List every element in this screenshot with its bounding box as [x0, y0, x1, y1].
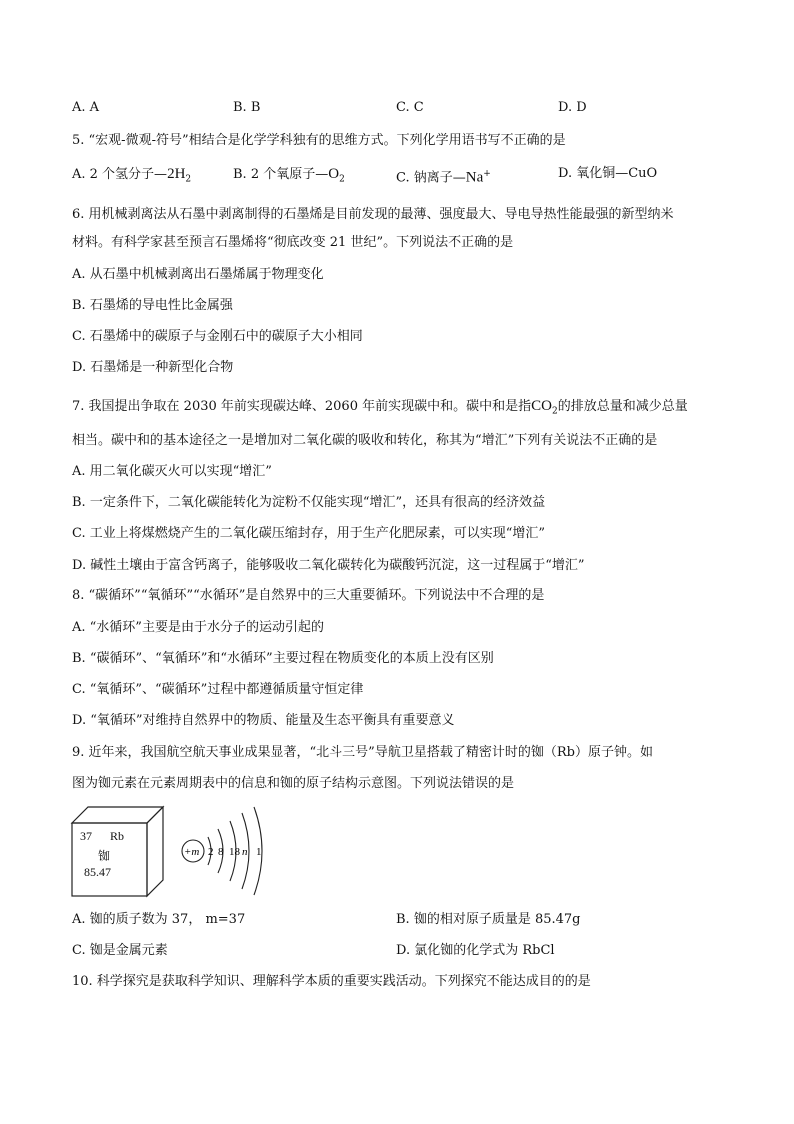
atom-shell-5: 1: [256, 846, 262, 858]
element-cell-rubidium: [70, 805, 165, 900]
atom-shells-drawing: [178, 805, 278, 900]
atom-shell-4: n: [242, 846, 248, 858]
q8-option-b: B. “碳循环”、“氧循环”和“水循环”主要过程在物质变化的本质上没有区别: [72, 651, 494, 666]
q7-stem-line-1: 7. 我国提出争取在 2030 年前实现碳达峰、2060 年前实现碳中和。碳中和是指$CO_2$的排放总量和减少总量: [72, 398, 688, 417]
q8-option-a: A. “水循环”主要是由于水分子的运动引起的: [72, 620, 324, 635]
q9-stem-line-2: 图为铷元素在元素周期表中的信息和铷的原子结构示意图。下列说法错误的是: [72, 776, 515, 791]
q4-option-b: B. B: [233, 100, 261, 115]
q9-stem-line-1: 9. 近年来，我国航空航天事业成果显著，“北斗三号”导航卫星搭载了精密计时的铷（Rb）原子钟。如: [72, 745, 653, 760]
q6-option-a: A. 从石墨中机械剥离出石墨烯属于物理变化: [72, 267, 324, 282]
element-name: 铷: [98, 849, 111, 863]
q9-option-a: A. 铷的质子数为 37， m=37: [72, 912, 246, 927]
q8-stem: 8. “碳循环”“氧循环”“水循环”是自然界中的三大重要循环。下列说法中不合理的是: [72, 588, 545, 603]
q6-stem-line-2: 材料。有科学家甚至预言石墨烯将“彻底改变 21 世纪”。下列说法不正确的是: [72, 235, 514, 250]
q6-stem-line-1: 6. 用机械剥离法从石墨中剥离制得的石墨烯是目前发现的最薄、强度最大、导电导热性能最强的新型纳米: [72, 207, 674, 222]
q4-option-c: C. C: [396, 100, 424, 115]
q7-stem-line-2: 相当。碳中和的基本途径之一是增加对二氧化碳的吸收和转化，称其为“增汇”下列有关说法不正确的是: [72, 433, 658, 448]
element-atomic-mass: 85.47: [84, 865, 111, 879]
element-atomic-number: 37: [80, 829, 92, 843]
q4-option-d: D. D: [558, 100, 587, 115]
q5-option-a: A. 2 个氢分子$—2H_2$: [72, 166, 192, 185]
q7-option-b: B. 一定条件下，二氧化碳能转化为淀粉不仅能实现“增汇”，还具有很高的经济效益: [72, 495, 546, 510]
q5-option-b: B. 2 个氧原子$—O_2$: [233, 166, 345, 185]
atom-structure-diagram: [178, 805, 278, 900]
q6-option-c: C. 石墨烯中的碳原子与金刚石中的碳原子大小相同: [72, 329, 363, 344]
q6-option-b: B. 石墨烯的导电性比金属强: [72, 298, 233, 313]
q7-option-c: C. 工业上将煤燃烧产生的二氧化碳压缩封存，用于生产化肥尿素，可以实现“增汇”: [72, 526, 546, 541]
q10-stem: 10. 科学探究是获取科学知识、理解科学本质的重要实践活动。下列探究不能达成目的的是: [72, 974, 591, 989]
element-cell-box: [70, 805, 165, 900]
q5-stem: 5. “宏观-微观-符号”相结合是化学学科独有的思维方式。下列化学用语书写不正确的是: [72, 133, 566, 148]
q9-option-d: D. 氯化铷的化学式为 RbCl: [396, 943, 555, 958]
atom-shell-1: 2: [208, 846, 214, 858]
element-symbol: Rb: [110, 829, 125, 843]
q5-option-d: D. 氧化铜—CuO: [558, 166, 658, 181]
q7-option-d: D. 碱性土壤由于富含钙离子，能够吸收二氧化碳转化为碳酸钙沉淀，这一过程属于“增汇”: [72, 558, 585, 573]
q4-option-a: A. A: [72, 100, 100, 115]
q9-option-c: C. 铷是金属元素: [72, 943, 168, 958]
atom-nucleus-label: +m: [184, 846, 200, 858]
q9-option-b: B. 铷的相对原子质量是 85.47g: [396, 912, 581, 927]
q8-option-d: D. “氧循环”对维持自然界中的物质、能量及生态平衡具有重要意义: [72, 713, 455, 728]
q7-option-a: A. 用二氧化碳灭火可以实现“增汇”: [72, 464, 272, 479]
q6-option-d: D. 石墨烯是一种新型化合物: [72, 360, 234, 375]
q5-option-c: C. 钠离子—Na+: [396, 169, 491, 186]
atom-shell-2: 8: [218, 846, 224, 858]
q8-option-c: C. “氧循环”、“碳循环”过程中都遵循质量守恒定律: [72, 682, 364, 697]
atom-shell-3: 18: [229, 846, 240, 858]
